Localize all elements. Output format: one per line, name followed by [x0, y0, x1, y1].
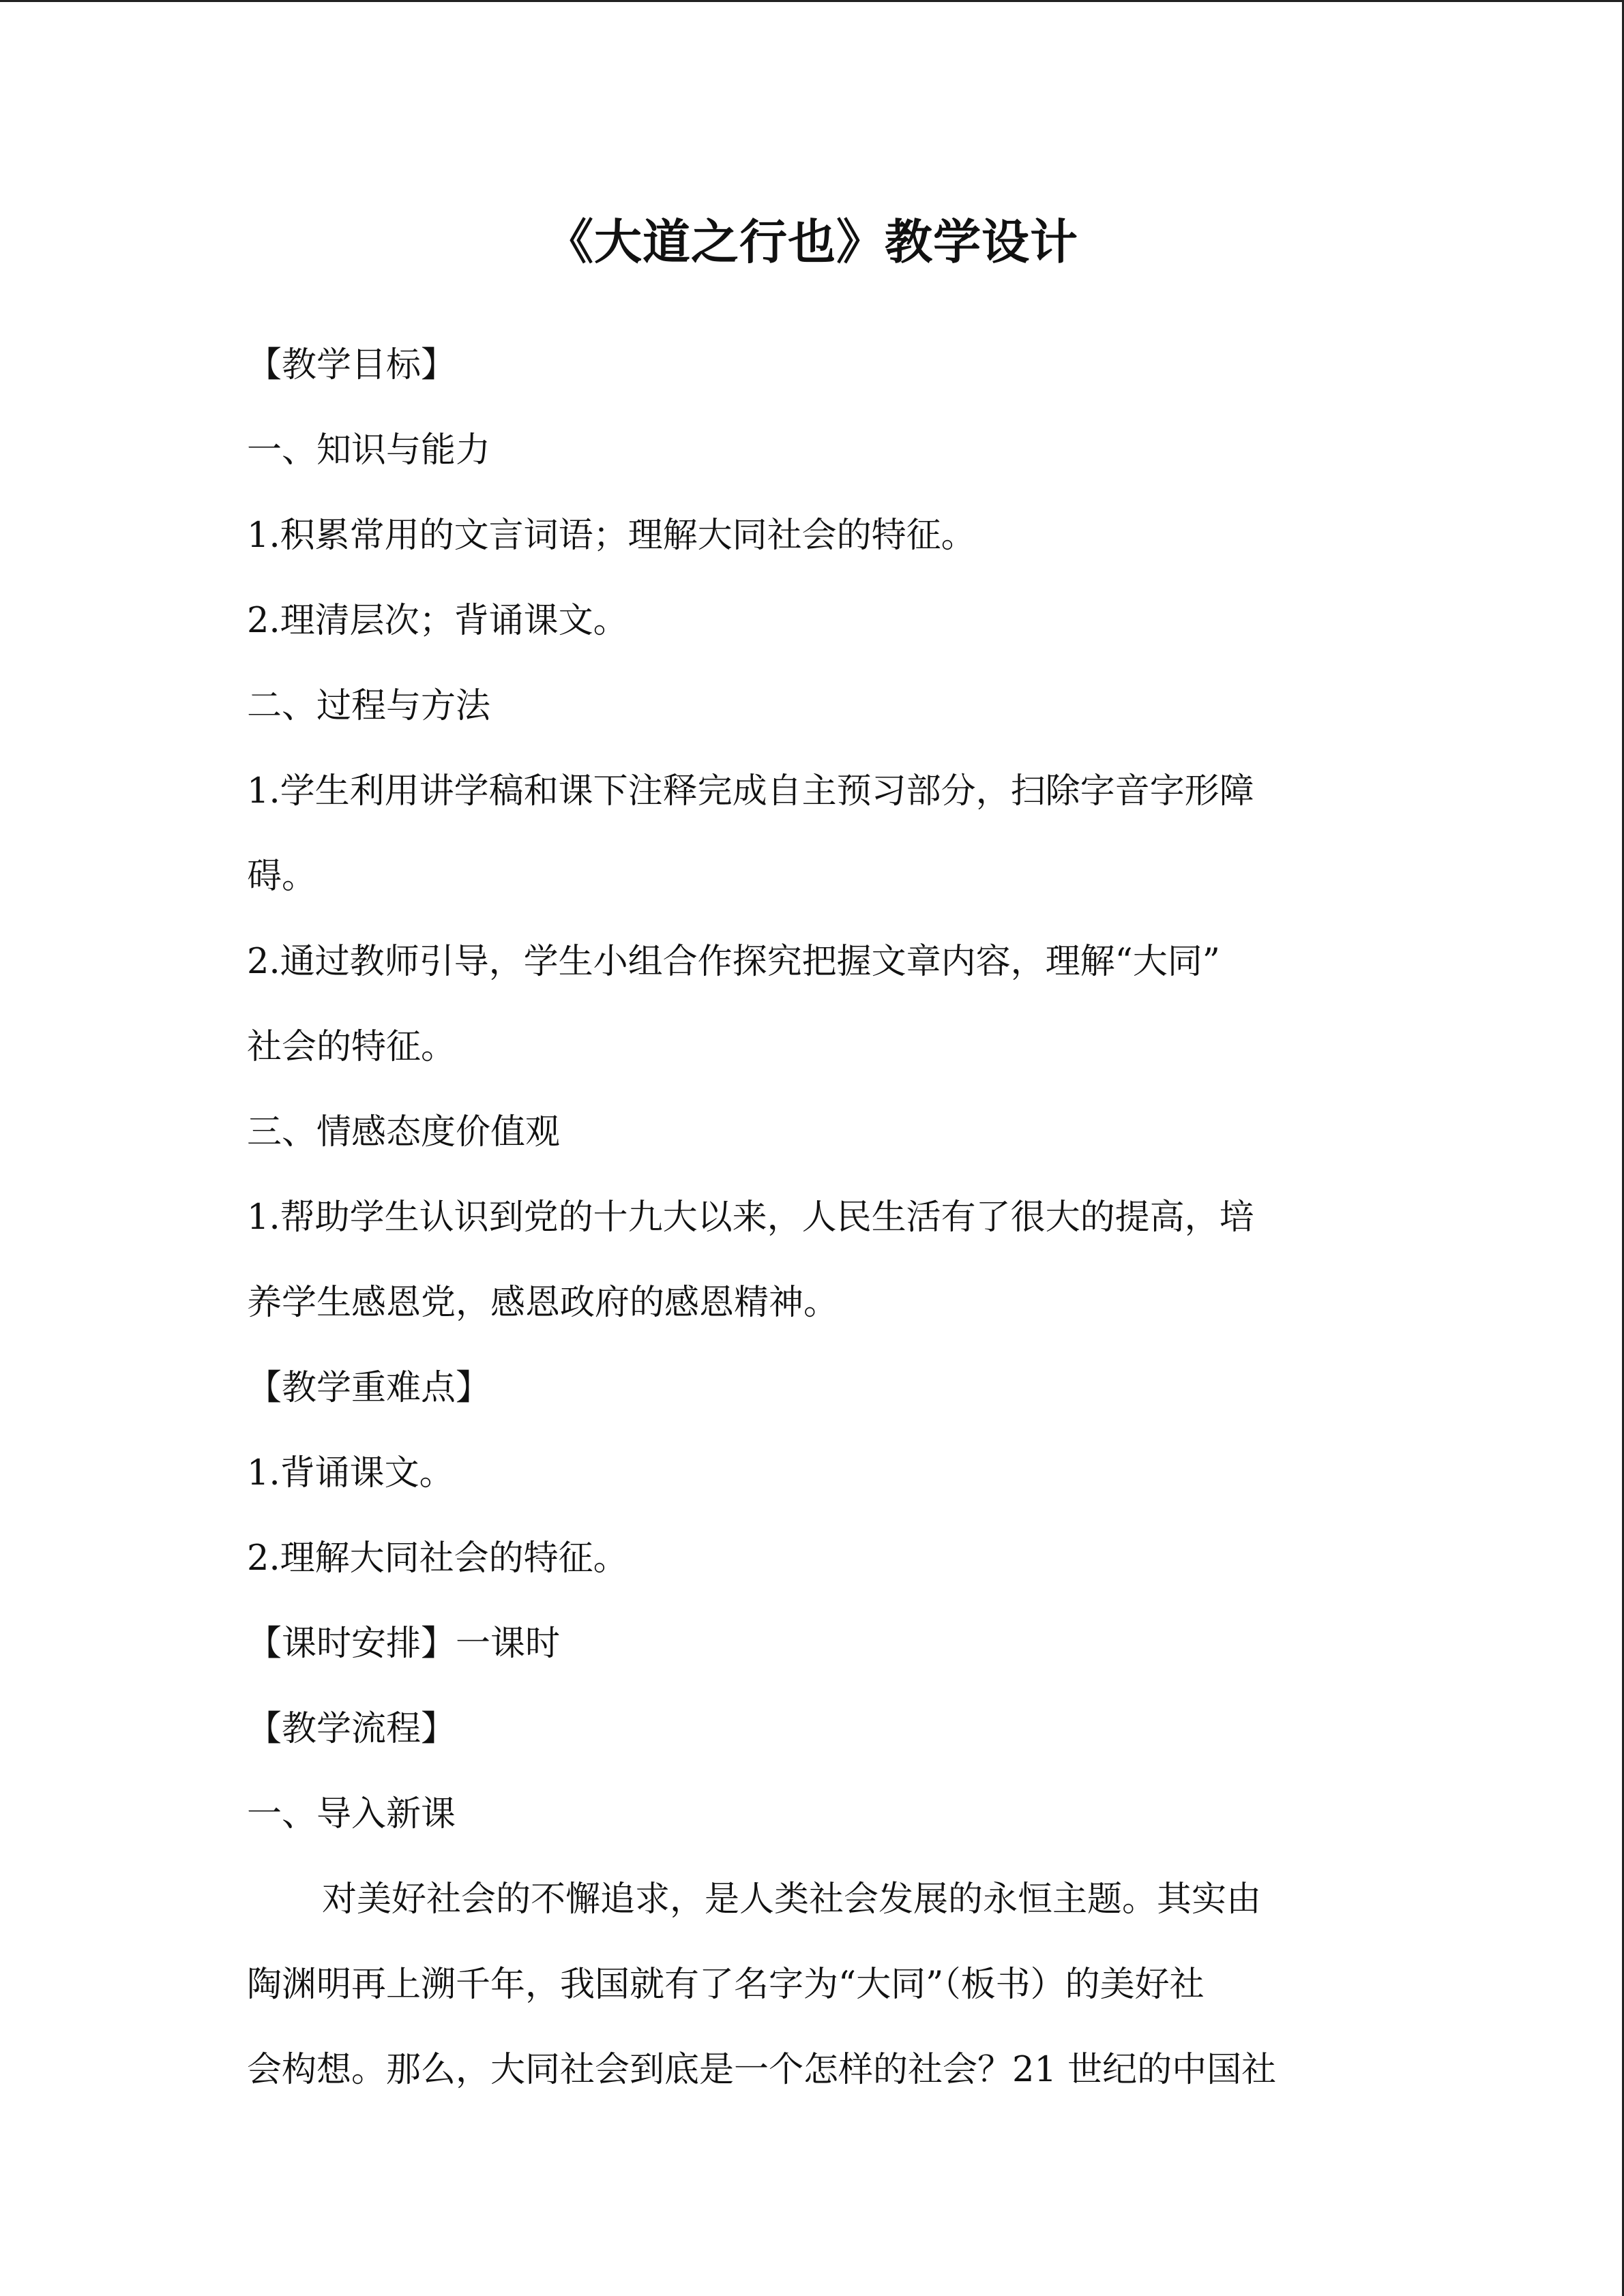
list-item: 1.背诵课文。: [247, 1453, 454, 1493]
subheading-emotion-values: 三、情感态度价值观: [247, 1112, 561, 1152]
page-top-border: [0, 0, 1624, 2]
list-item-continuation: 社会的特征。: [247, 1027, 456, 1067]
paragraph-line: 对美好社会的不懈追求，是人类社会发展的永恒主题。其实由: [322, 1879, 1262, 1920]
section-heading-schedule: 【课时安排】一课时: [247, 1624, 561, 1664]
list-item-continuation: 碍。: [247, 856, 317, 897]
document-title: 《大道之行也》教学设计: [546, 213, 1078, 270]
list-item: 2.理清层次；背诵课文。: [247, 601, 628, 641]
list-item: 1.帮助学生认识到党的十九大以来，人民生活有了很大的提高，培: [247, 1197, 1254, 1238]
section-heading-key-points: 【教学重难点】: [247, 1368, 491, 1408]
list-item: 2.理解大同社会的特征。: [247, 1538, 628, 1579]
paragraph-line: 会构想。那么，大同社会到底是一个怎样的社会？21 世纪的中国社: [247, 2050, 1277, 2090]
section-heading-objectives: 【教学目标】: [247, 345, 456, 385]
subheading-knowledge-ability: 一、知识与能力: [247, 430, 491, 471]
paragraph-line: 陶渊明再上溯千年，我国就有了名字为“大同”（板书）的美好社: [247, 1965, 1205, 2005]
subheading-process-method: 二、过程与方法: [247, 686, 491, 726]
list-item-continuation: 养学生感恩党，感恩政府的感恩精神。: [247, 1283, 839, 1323]
list-item: 1.积累常用的文言词语；理解大同社会的特征。: [247, 516, 976, 556]
subheading-introduction: 一、导入新课: [247, 1794, 456, 1834]
list-item: 2.通过教师引导，学生小组合作探究把握文章内容，理解“大同”: [247, 942, 1220, 982]
list-item: 1.学生利用讲学稿和课下注释完成自主预习部分，扫除字音字形障: [247, 771, 1254, 811]
section-heading-procedure: 【教学流程】: [247, 1709, 456, 1749]
